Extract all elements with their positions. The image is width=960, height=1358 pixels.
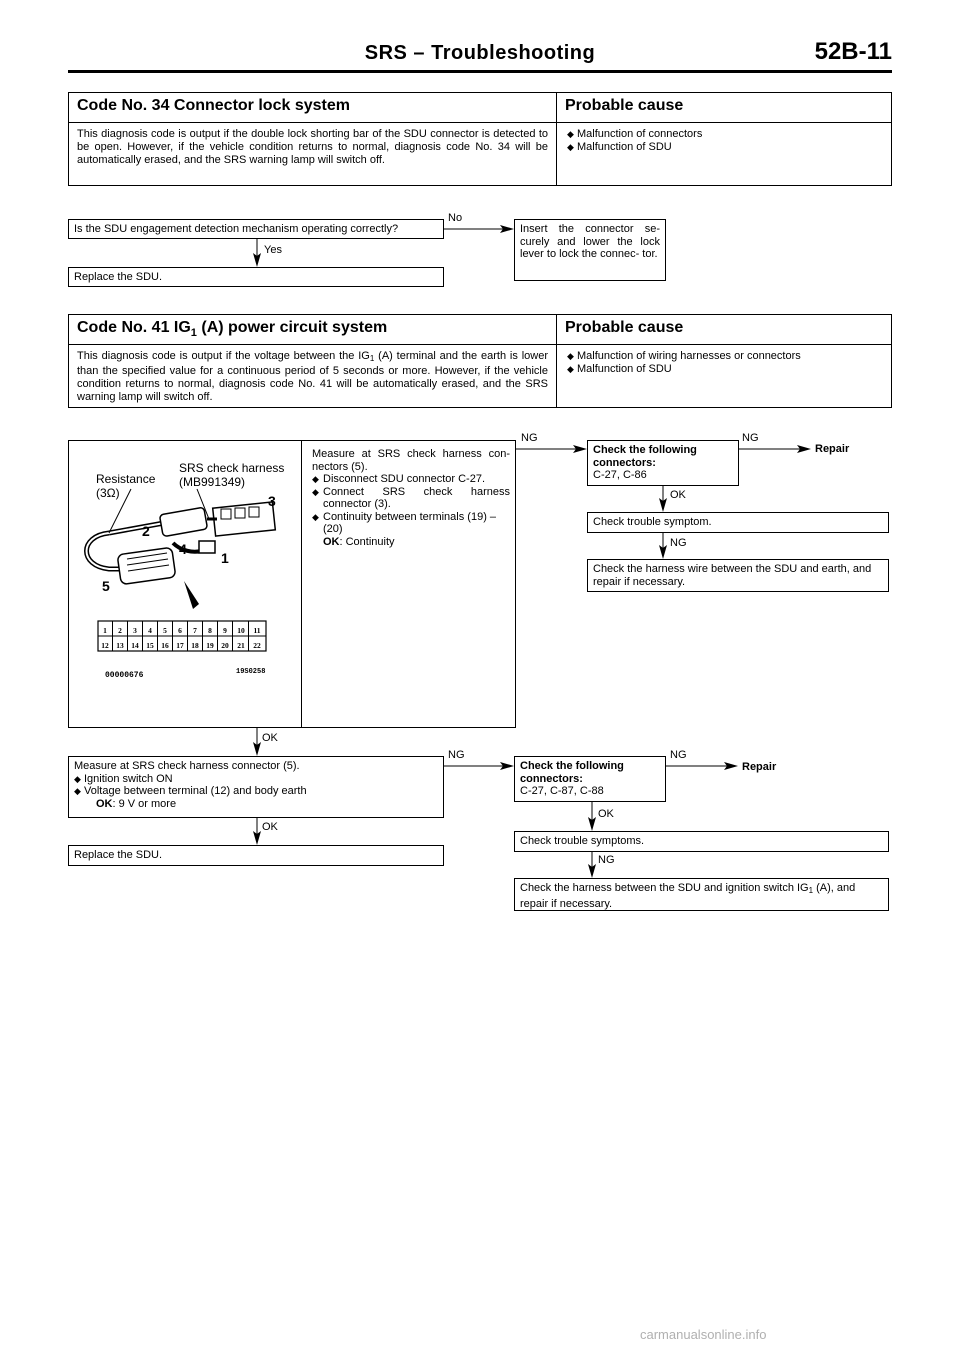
pin-label: 14 [131, 641, 139, 650]
code41-cause-item: ◆ Malfunction of SDU [567, 363, 672, 375]
bullet-icon: ◆ [312, 474, 319, 484]
step1-ok: OK: Continuity [323, 535, 395, 548]
page-title: SRS – Troubleshooting [364, 42, 596, 64]
branch2-harness-check: Check the harness between the SDU and ignition switch $IG_1$ (A), and repair if necessary. [514, 878, 889, 911]
callout-5: 5 [102, 578, 110, 594]
pin-label: 18 [191, 641, 199, 650]
pin-label: 9 [223, 626, 227, 635]
code34-cause-item: ◆ Malfunction of connectors [567, 128, 703, 140]
bullet-icon: ◆ [312, 486, 319, 497]
flow34-question: Is the SDU engagement detection mechanism operating correctly? [68, 219, 444, 239]
step2-intro: Measure at SRS check harness connector (5). [74, 760, 300, 772]
step2-bullet: ◆ Voltage between terminal (12) and body earth [74, 785, 307, 797]
page-number: 52B-11 [814, 38, 892, 65]
branch1-check-list: C-27, C-86 [593, 469, 647, 481]
step1-intro: Measure at SRS check harness con- nectors (5). [312, 448, 510, 473]
branch2-check-title: Check the following connectors: [520, 760, 624, 785]
step1-ok-label: OK [262, 732, 278, 744]
code41-title: Code No. 41 $IG_1$ (A) power circuit system [69, 315, 557, 344]
branch2-repair: Repair [742, 761, 777, 773]
step1-bullet: ◆ Connect SRS check harness connector (3). [312, 485, 510, 510]
branch1-trouble-symptom: Check trouble symptom. [587, 512, 889, 533]
pin-label: 7 [193, 626, 197, 635]
step2-bullet: ◆ Ignition switch ON [74, 772, 173, 785]
pin-label: 17 [176, 641, 184, 650]
pin-label: 1 [103, 626, 107, 635]
watermark: carmanualsonline.info [640, 1327, 767, 1342]
figure-code-left: 00000676 [105, 671, 144, 680]
step1-ng-label: NG [521, 432, 538, 444]
step2-ng-label: NG [448, 749, 465, 761]
pin-label: 13 [116, 641, 124, 650]
pin-label: 16 [161, 641, 169, 650]
pin-label: 20 [221, 641, 229, 650]
branch1-check-title: Check the following connectors: [593, 444, 697, 469]
flow34-replace-sdu: Replace the SDU. [68, 267, 444, 287]
bullet-icon: ◆ [312, 511, 319, 522]
branch2-ng-label: NG [670, 749, 687, 761]
step2-ok: OK: 9 V or more [96, 797, 177, 810]
bullet-icon: ◆ [567, 351, 574, 361]
bullet-icon: ◆ [567, 129, 574, 139]
step1-bullet: ◆ Disconnect SDU connector C-27. [312, 473, 486, 485]
code34-title: Code No. 34 Connector lock system [69, 93, 557, 122]
code41-cause-item: ◆ Malfunction of wiring harnesses or connectors [567, 350, 801, 362]
figure-code-right: 19S0258 [236, 668, 266, 676]
branch2-ok-label: OK [598, 808, 614, 820]
callout-4: 4 [179, 541, 187, 557]
flow34-no-action: Insert the connector se- curely and lower the lock lever to lock the connec- tor. [514, 219, 666, 281]
bullet-icon: ◆ [74, 773, 81, 784]
pin-label: 2 [118, 626, 122, 635]
pin-label: 15 [146, 641, 154, 650]
pin-label: 12 [101, 641, 109, 650]
code41-description: This diagnosis code is output if the voltage between the $IG_1$ (A) terminal and the earth is lower than the specified value for a continuous period of 5 seconds or more. However, if the vehicle condition returns to normal, diagnosis code No. 41 will be automatically erased, and the SRS warning lamp will switch off. [69, 345, 557, 407]
pin-label: 5 [163, 626, 167, 635]
branch1-ok-label: OK [670, 489, 686, 501]
branch2-trouble-symptoms: Check trouble symptoms. [514, 831, 889, 852]
flow34-yes-label: Yes [264, 244, 282, 256]
branch1-harness-check: Check the harness wire between the SDU and earth, and repair if necessary. [587, 559, 889, 592]
flow34-no-label: No [448, 212, 463, 224]
pin-label: 11 [253, 626, 261, 635]
pin-label: 10 [237, 626, 245, 635]
branch2-ng2-label: NG [598, 854, 615, 866]
branch1-ng2-label: NG [670, 537, 687, 549]
bullet-icon: ◆ [74, 786, 81, 796]
pin-label: 3 [133, 626, 137, 635]
pin-label: 21 [237, 641, 245, 650]
pin-label: 19 [206, 641, 214, 650]
pin-label: 8 [208, 626, 212, 635]
callout-2: 2 [142, 523, 150, 539]
code34-cause-item: ◆ Malfunction of SDU [567, 141, 672, 153]
callout-1: 1 [221, 550, 229, 566]
resistance-label: Resistance (3Ω) [96, 472, 156, 500]
pin-label: 6 [178, 626, 182, 635]
harness-label: SRS check harness (MB991349) [179, 461, 285, 489]
callout-3: 3 [268, 493, 276, 509]
step2-ok-label: OK [262, 821, 278, 833]
branch2-check-list: C-27, C-87, C-88 [520, 785, 604, 797]
step2-replace-sdu: Replace the SDU. [68, 845, 444, 866]
bullet-icon: ◆ [567, 142, 574, 152]
step1-bullet: ◆ Continuity between terminals (19) – (20) [312, 510, 497, 535]
code41-cause-title: Probable cause [565, 319, 684, 336]
pin-label: 22 [253, 641, 261, 650]
code34-cause-title: Probable cause [565, 97, 684, 114]
pin-label: 4 [148, 626, 152, 635]
bullet-icon: ◆ [567, 364, 574, 374]
branch1-ng-label: NG [742, 432, 759, 444]
branch1-repair: Repair [815, 443, 850, 455]
code34-description: This diagnosis code is output if the double lock shorting bar of the SDU connector is detected to be open. However, if the vehicle condition returns to normal, diagnosis code No. 34 will be automatically erased, and the SRS warning lamp will switch off. [69, 123, 557, 185]
